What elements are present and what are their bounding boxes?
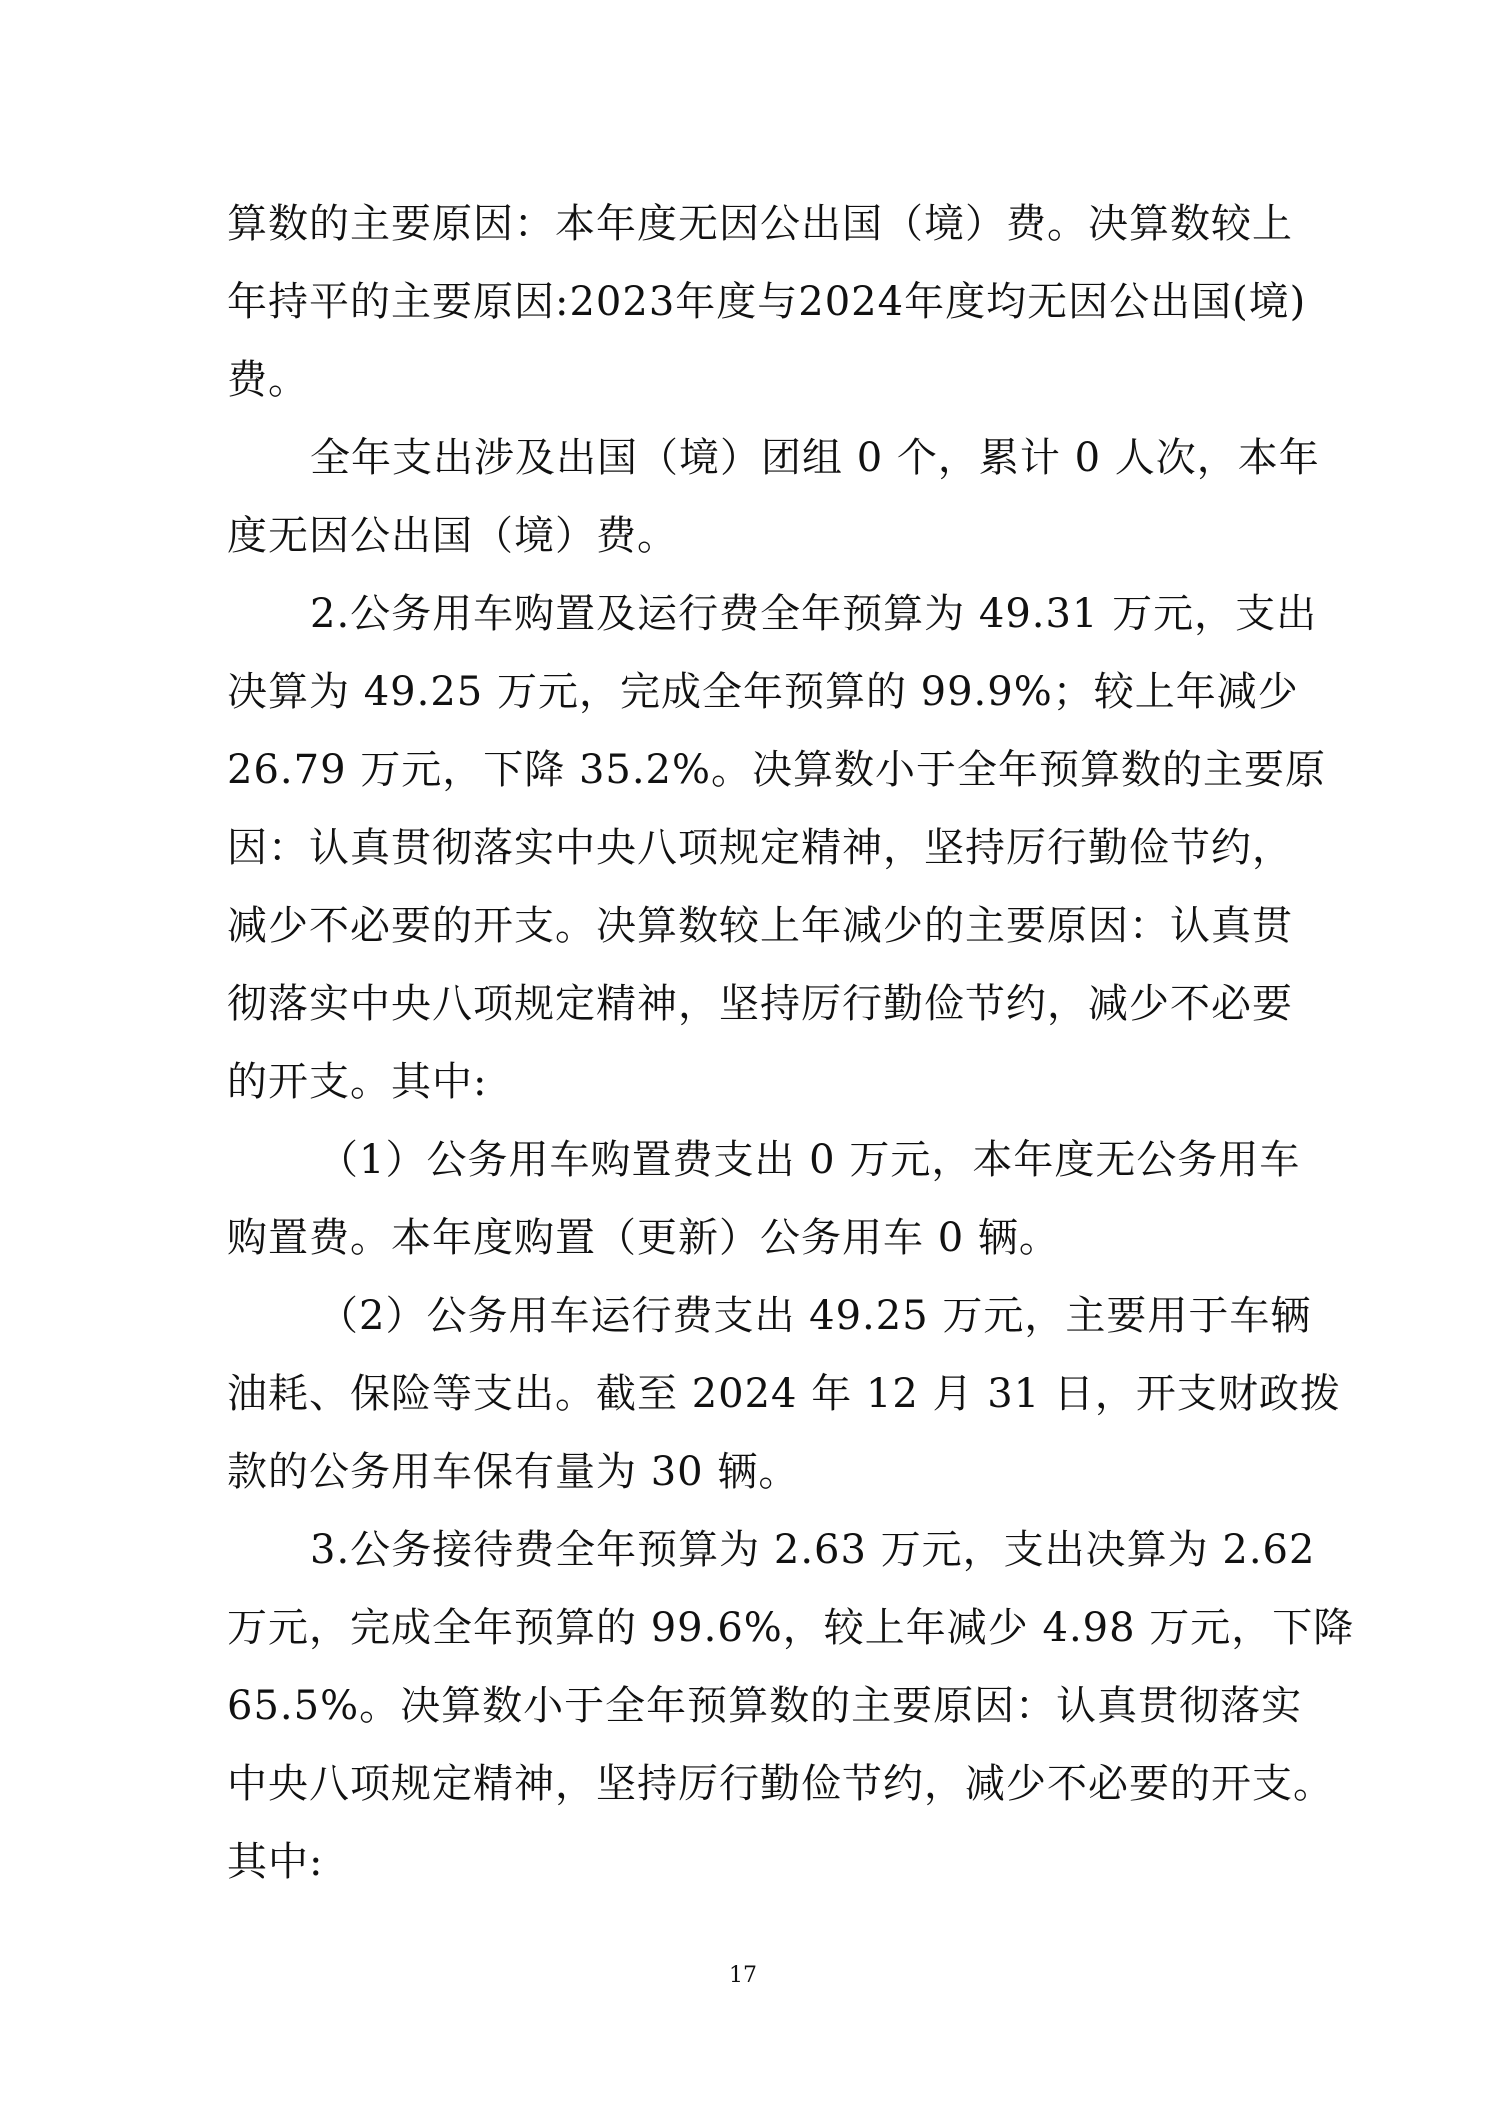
text-line-3: 费。 (227, 357, 309, 403)
text-line-21: 中央八项规定精神，坚持厉行勤俭节约，减少不必要的开支。 (227, 1761, 1334, 1807)
text-line-17: 款的公务用车保有量为 30 辆。 (227, 1449, 800, 1495)
text-line-6: 2.公务用车购置及运行费全年预算为 49.31 万元，支出 (310, 591, 1318, 637)
text-line-7: 决算为 49.25 万元，完成全年预算的 99.9%；较上年减少 (227, 669, 1299, 715)
text-line-15: （2）公务用车运行费支出 49.25 万元，主要用于车辆 (318, 1293, 1312, 1339)
text-line-14: 购置费。本年度购置（更新）公务用车 0 辆。 (227, 1215, 1060, 1261)
text-line-1: 算数的主要原因：本年度无因公出国（境）费。决算数较上 (227, 201, 1293, 247)
text-line-10: 减少不必要的开支。决算数较上年减少的主要原因：认真贯 (227, 903, 1293, 949)
text-line-22: 其中: (227, 1839, 324, 1885)
text-line-2: 年持平的主要原因:2023年度与2024年度均无因公出国(境) (227, 279, 1307, 325)
text-line-19: 万元，完成全年预算的 99.6%，较上年减少 4.98 万元，下降 (227, 1605, 1355, 1651)
text-line-16: 油耗、保险等支出。截至 2024 年 12 月 31 日，开支财政拨 (227, 1371, 1341, 1417)
text-line-20: 65.5%。决算数小于全年预算数的主要原因：认真贯彻落实 (227, 1683, 1303, 1729)
text-line-9: 因：认真贯彻落实中央八项规定精神，坚持厉行勤俭节约， (227, 825, 1293, 871)
text-line-12: 的开支。其中: (227, 1059, 488, 1105)
text-line-11: 彻落实中央八项规定精神，坚持厉行勤俭节约，减少不必要 (227, 981, 1293, 1027)
text-line-18: 3.公务接待费全年预算为 2.63 万元，支出决算为 2.62 (310, 1527, 1316, 1573)
page-number: 17 (729, 1963, 757, 1988)
text-line-13: （1）公务用车购置费支出 0 万元，本年度无公务用车 (318, 1137, 1301, 1183)
text-line-8: 26.79 万元，下降 35.2%。决算数小于全年预算数的主要原 (227, 747, 1327, 793)
text-line-4: 全年支出涉及出国（境）团组 0 个，累计 0 人次，本年 (310, 435, 1320, 481)
text-line-5: 度无因公出国（境）费。 (227, 513, 678, 559)
